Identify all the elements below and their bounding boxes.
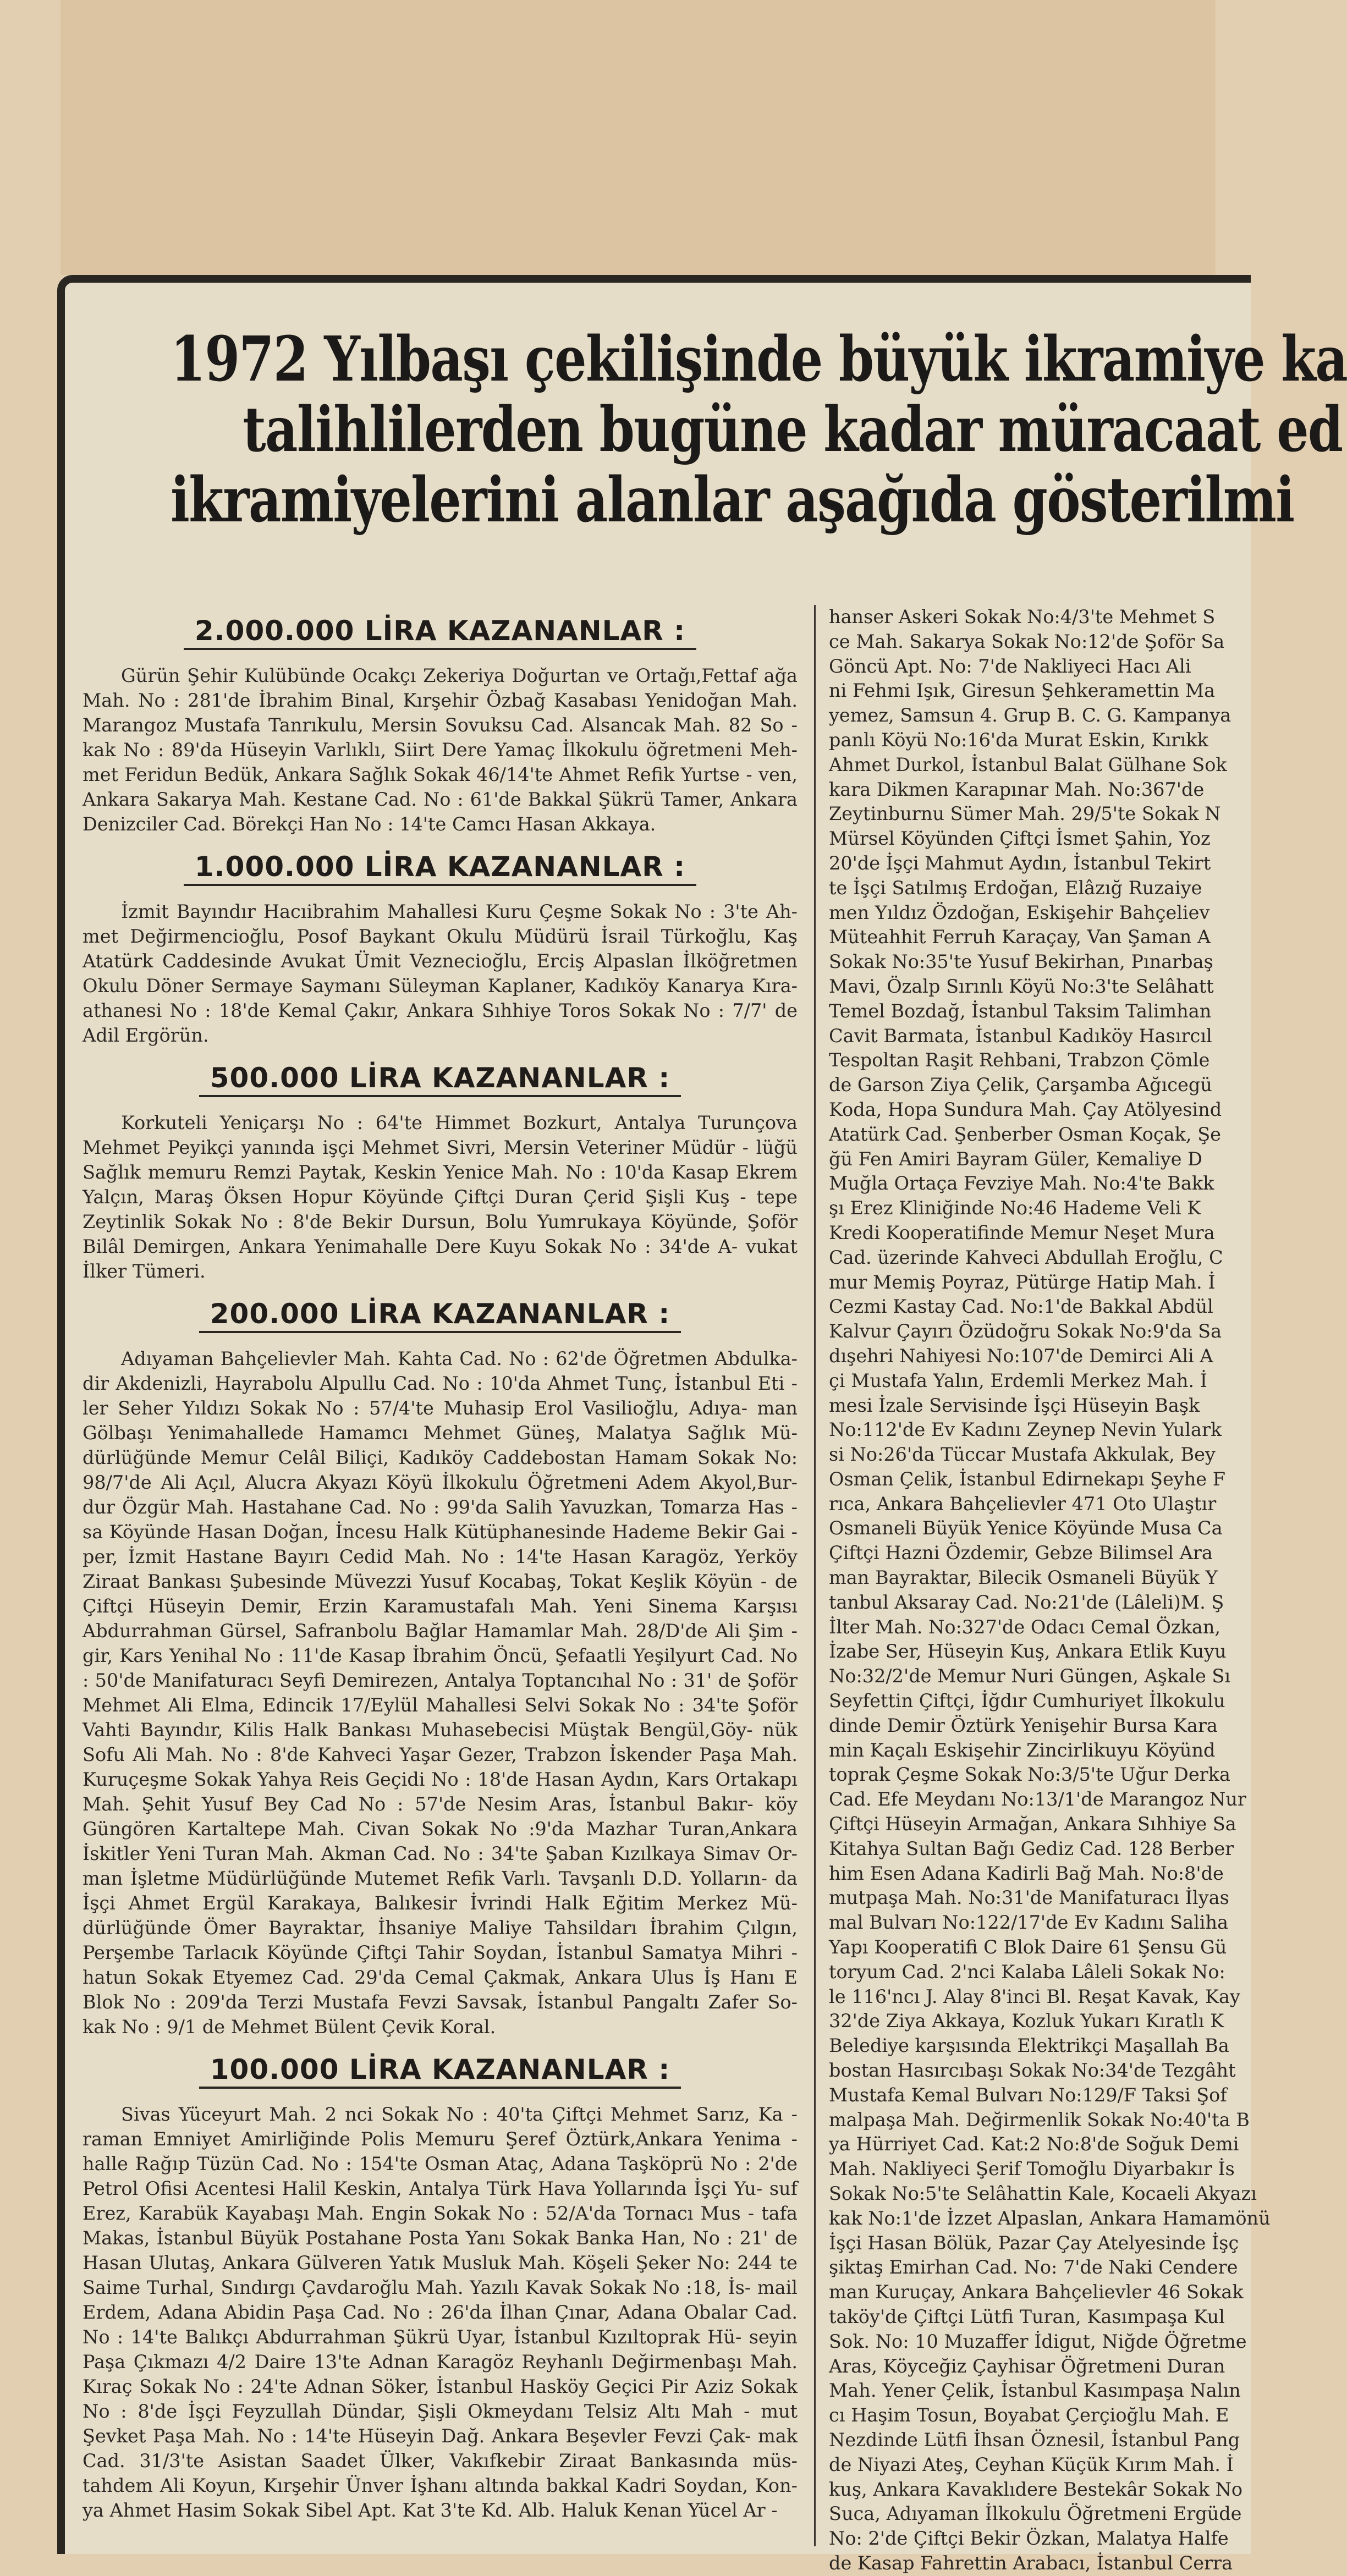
section-2000000 [83, 615, 798, 836]
section-text: İzmit Bayındır Hacıibrahim Mahallesi Kuru Çeşme Sokak No : 3'te Ah- met Değirmencioğlu, Posof Baykant Okulu Müdürü İsrail Türkoğlu, Kaş Atatürk Caddesinde Avukat Ümit Veznecioğlu, Erciş Alpaslan İlköğretmen Okulu Döner Sermaye Saymanı Süleyman Kaplaner, Kadıköy Kanarya Kıra- athanesi No : 18'de Kemal Çakır, Ankara Sıhhiye Toros Sokak No : 7/7' de Adil Ergörün. [83, 901, 798, 1046]
right-column-line: yemez, Samsun 4. Grup B. C. G. Kampanya [829, 704, 1231, 726]
right-column-line: de Garson Ziya Çelik, Çarşamba Ağıcegü [829, 1074, 1212, 1096]
right-column-line: İlter Mah. No:327'de Odacı Cemal Özkan, [829, 1616, 1221, 1638]
right-column-line: te İşçi Satılmış Erdoğan, Elâzığ Ruzaiye [829, 877, 1202, 899]
right-column-line: le 116'ncı J. Alay 8'inci Bl. Reşat Kavak, Kay [829, 1985, 1240, 2007]
paper-background [61, 0, 1216, 275]
right-column-line: de Kasap Fahrettin Arabacı, İstanbul Cerra [829, 2552, 1233, 2574]
right-column-line: No: 2'de Çiftçi Bekir Özkan, Malatya Halfe [829, 2528, 1229, 2550]
right-column-line: Göncü Apt. No: 7'de Nakliyeci Hacı Ali [829, 655, 1191, 677]
right-column-line: Osman Çelik, İstanbul Edirnekapı Şeyhe F [829, 1468, 1226, 1490]
right-column-line: Çiftçi Hüseyin Armağan, Ankara Sıhhiye Sa [829, 1813, 1236, 1835]
section-heading: 500.000 LİRA KAZANANLAR : [199, 1062, 681, 1097]
headline-line-3: ikramiyelerini alanlar aşağıda gösterilmi [171, 464, 1294, 536]
right-column-line: 20'de İşçi Mahmut Aydın, İstanbul Tekirt [829, 852, 1211, 874]
right-column-line: mur Memiş Poyraz, Pütürge Hatip Mah. İ [829, 1271, 1216, 1293]
section-1000000 [83, 851, 798, 1048]
right-column-line: toprak Çeşme Sokak No:3/5'te Uğur Derka [829, 1764, 1230, 1786]
right-column-line: Cad. üzerinde Kahveci Abdullah Eroğlu, C [829, 1246, 1223, 1268]
section-text: Gürün Şehir Kulübünde Ocakçı Zekeriya Doğurtan ve Ortağı,Fettaf ağa Mah. No : 281'de İbrahim Binal, Kırşehir Özbağ Kasabası Yenidoğan Mah. Marangoz Mustafa Tanrıkulu, Mersin Sovuksu Cad. Alsancak Mah. 82 So - kak No : 89'da Hüseyin Varlıklı, Siirt Dere Yamaç İlkokulu öğretmeni Meh- met Feridun Bedük, Ankara Sağlık Sokak 46/14'te Ahmet Refik Yurtse - ven, Ankara Sakarya Mah. Kestane Cad. No : 61'de Bakkal Şükrü Tamer, Ankara Denizciler Cad. Börekçi Han No : 14'te Camcı Hasan Akkaya. [83, 665, 798, 835]
headline-line-2: talihlilerden bugüne kadar müracaat ed [243, 394, 1343, 466]
right-column-line: hanser Askeri Sokak No:4/3'te Mehmet S [829, 606, 1216, 628]
right-column-line: Ahmet Durkol, İstanbul Balat Gülhane Sok [829, 753, 1227, 775]
right-column-line: ce Mah. Sakarya Sokak No:12'de Şoför Sa [829, 630, 1225, 652]
right-column-line: Mah. Nakliyeci Şerif Tomoğlu Diyarbakır İs [829, 2158, 1235, 2180]
right-column-line: Kitahya Sultan Bağı Gediz Cad. 128 Berber [829, 1837, 1234, 1859]
right-column-line: Belediye karşısında Elektrikçi Maşallah Ba [829, 2035, 1229, 2057]
right-column-line: man Kuruçay, Ankara Bahçelievler 46 Sokak [829, 2281, 1244, 2303]
right-column-line: toryum Cad. 2'nci Kalaba Lâleli Sokak No: [829, 1961, 1225, 1983]
right-column-line: Suca, Adıyaman İlkokulu Öğretmeni Ergüde [829, 2503, 1242, 2525]
right-column-line: dışehri Nahiyesi No:107'de Demirci Ali A [829, 1345, 1213, 1367]
right-column-line: Kredi Kooperatifinde Memur Neşet Mura [829, 1221, 1215, 1243]
right-column-line: şı Erez Kliniğinde No:46 Hademe Veli K [829, 1197, 1201, 1219]
left-column [83, 605, 798, 2546]
right-column-line: ni Fehmi Işık, Giresun Şehkeramettin Ma [829, 680, 1216, 702]
right-column-line: men Yıldız Özdoğan, Eskişehir Bahçeliev [829, 901, 1210, 923]
right-column-line: him Esen Adana Kadirli Bağ Mah. No:8'de [829, 1862, 1224, 1884]
right-column-line: Sok. No: 10 Muzaffer İdigut, Niğde Öğretme [829, 2330, 1247, 2352]
right-column-line: Muğla Ortaça Fevziye Mah. No:4'te Bakk [829, 1173, 1214, 1195]
right-column [814, 605, 1271, 2574]
section-text: Korkuteli Yeniçarşı No : 64'te Himmet Bozkurt, Antalya Turunçova Mehmet Peyikçi yanında işçi Mehmet Sivri, Mersin Veteriner Müdür - lüğü Sağlık memuru Remzi Paytak, Keskin Yenice Mah. No : 10'da Kasap Ekrem Yalçın, Maraş Öksen Hopur Köyünde Çiftçi Duran Çerid Şişli Kuş - tepe Zeytinlik Sokak No : 8'de Bekir Dursun, Bolu Yumrukaya Köyünde, Şoför Bilâl Demirgen, Ankara Yenimahalle Dere Kuyu Sokak No : 34'de A- vukat İlker Tümeri. [83, 1112, 798, 1282]
right-column-line: çi Mustafa Yalın, Erdemli Merkez Mah. İ [829, 1369, 1207, 1391]
right-column-line: Sokak No:35'te Yusuf Bekirhan, Pınarbaş [829, 951, 1213, 973]
right-column-line: Mah. Yener Çelik, İstanbul Kasımpaşa Nalın [829, 2380, 1241, 2402]
section-heading: 2.000.000 LİRA KAZANANLAR : [184, 615, 696, 650]
section-heading: 100.000 LİRA KAZANANLAR : [199, 2054, 681, 2089]
right-column-line: şiktaş Emirhan Cad. No: 7'de Naki Cendere [829, 2256, 1238, 2278]
right-column-line: rıca, Ankara Bahçelievler 471 Oto Ulaştır [829, 1493, 1217, 1515]
right-column-line: mesi İzale Servisinde İşçi Hüseyin Başk [829, 1394, 1200, 1416]
right-column-line: Seyfettin Çiftçi, İğdır Cumhuriyet İlkokulu [829, 1690, 1225, 1712]
right-column-line: Koda, Hopa Sundura Mah. Çay Atölyesind [829, 1098, 1222, 1120]
right-column-line: Mürsel Köyünden Çiftçi İsmet Şahin, Yoz [829, 828, 1211, 850]
right-column-line: No:32/2'de Memur Nuri Güngen, Aşkale Sı [829, 1665, 1231, 1687]
right-column-line: min Kaçalı Eskişehir Zincirlikuyu Köyünd [829, 1739, 1216, 1761]
right-column-line: Mustafa Kemal Bulvarı No:129/F Taksi Şof [829, 2084, 1227, 2106]
right-column-line: ya Hürriyet Cad. Kat:2 No:8'de Soğuk Demi [829, 2133, 1239, 2155]
section-text: Adıyaman Bahçelievler Mah. Kahta Cad. No : 62'de Öğretmen Abdulka- dir Akdenizli, Hayrabolu Alpullu Cad. No : 10'da Ahmet Tunç, İstanbul Eti - ler Seher Yıldızı Sokak No : 57/4'te Muhasip Erol Vasilioğlu, Adıya- man Gölbaşı Yenimahallede Hamamcı Mehmet Güneş, Malatya Sağlık Mü- dürlüğünde Memur Celâl Biliçi, Kadıköy Caddebostan Hamam Sokak No: 98/7'de Ali Açıl, Alucra Akyazı Köyü İlkokulu Öğretmeni Adem Akyol,Bur- dur Özgür Mah. Hastahane Cad. No : 99'da Salih Yavuzkan, Tomarza Has - sa Köyünde Hasan Doğan, İncesu Halk Kütüphanesinde Hademe Bekir Gai - per, İzmit Hastane Bayırı Cedid Mah. No : 14'te Hasan Karagöz, Yerköy Ziraat Bankası Şubesinde Müvezzi Yusuf Kocabaş, Tokat Keşlik Köyün - de Çiftçi Hüseyin Demir, Erzin Karamustafalı Mah. Yeni Sinema Karşısı Abdurrahman Gürsel, Safranbolu Bağlar Hamamlar Mah. 28/D'de Ali Şim - gir, Kars Yenihal No : 11'de Kasap İbrahim Öncü, Şefaatli Yeşilyurt Cad. No : 50'de Manifaturacı Seyfi Demirezen, Antalya Toptancıhal No : 31' de Şoför Mehmet Ali Elma, Edincik 17/Eylül Mahallesi Selvi Sokak No : 34'te Şoför Vahti Bayındır, Kilis Halk Bankası Muhasebecisi Müştak Bengül,Göy- nük Sofu Ali Mah. No : 8'de Kahveci Yaşar Gezer, Trabzon İskender Paşa Mah. Kuruçeşme Sokak Yahya Reis Geçidi No : 18'de Hasan Aydın, Kars Ortakapı Mah. Şehit Yusuf Bey Cad No : 57'de Nesim Aras, İstanbul Bakır- köy Güngören Kartaltepe Mah. Civan Sokak No :9'da Mazhar Turan,Ankara İskitler Yeni Turan Mah. Akman Cad. No : 34'te Şaban Kızılkaya Simav Or- man İşletme Müdürlüğünde Mutemet Refik Varlı. Tavşanlı D.D. Yolların- da İşçi Ahmet Ergül Karakaya, Balıkesir İvrindi Halk Eğitim Merkez Mü- dürlüğünde Ömer Bayraktar, İhsaniye Maliye Tahsildarı İbrahim Çılgın, Perşembe Tarlacık Köyünde Çiftçi Tahir Soydan, İstanbul Samatya Mihri - hatun Sokak Etyemez Cad. 29'da Cemal Çakmak, Ankara Ulus İş Hanı E Blok No : 209'da Terzi Mustafa Fevzi Savsak, İstanbul Pangaltı Zafer So- kak No : 9/1 de Mehmet Bülent Çevik Koral. [83, 1348, 798, 2038]
right-column-line: panlı Köyü No:16'da Murat Eskin, Kırıkk [829, 729, 1208, 751]
right-column-line: Nezdinde Lütfi İhsan Öznesil, İstanbul Pang [829, 2429, 1240, 2451]
right-column-line: kara Dikmen Karapınar Mah. No:367'de [829, 778, 1205, 800]
right-column-line: Yapı Kooperatifi C Blok Daire 61 Şensu Gü [829, 1936, 1227, 1958]
right-column-line: de Niyazi Ateş, Ceyhan Küçük Kırım Mah. İ [829, 2453, 1234, 2475]
right-column-line: İşçi Hasan Bölük, Pazar Çay Atelyesinde İşç [829, 2232, 1239, 2254]
right-column-line: cı Haşim Tosun, Boyabat Çerçioğlu Mah. E [829, 2404, 1229, 2426]
right-column-line: Osmaneli Büyük Yenice Köyünde Musa Ca [829, 1517, 1223, 1539]
right-column-line: man Bayraktar, Bilecik Osmaneli Büyük Y [829, 1567, 1218, 1589]
right-column-line: Çiftçi Hazni Özdemir, Gebze Bilimsel Ara [829, 1542, 1213, 1564]
right-column-line: si No:26'da Tüccar Mustafa Akkulak, Bey [829, 1444, 1216, 1466]
right-column-line: Sokak No:5'te Selâhattin Kale, Kocaeli Akyazı [829, 2183, 1257, 2204]
section-100000 [83, 2054, 798, 2523]
right-column-line: dinde Demir Öztürk Yenişehir Bursa Kara [829, 1714, 1218, 1736]
right-column-line: mutpaşa Mah. No:31'de Manifaturacı İlyas [829, 1887, 1229, 1909]
right-column-line: No:112'de Ev Kadını Zeynep Nevin Yulark [829, 1419, 1222, 1441]
section-500000 [83, 1062, 798, 1284]
right-column-line: kak No:1'de İzzet Alpaslan, Ankara Hamamönü [829, 2207, 1271, 2229]
headline [171, 323, 1347, 536]
section-text: Sivas Yüceyurt Mah. 2 nci Sokak No : 40'ta Çiftçi Mehmet Sarız, Ka - raman Emniyet Amirliğinde Polis Memuru Şeref Öztürk,Ankara Yenima - halle Rağıp Tüzün Cad. No : 154'te Osman Ataç, Adana Taşköprü No : 2'de Petrol Ofisi Acentesi Halil Keskin, Antalya Türk Hava Yollarında İşçi Yu- suf Erez, Karabük Kayabaşı Mah. Engin Sokak No : 52/A'da Tornacı Mus - tafa Makas, İstanbul Büyük Postahane Posta Yanı Sokak Banka Han, No : 21' de Hasan Ulutaş, Ankara Gülveren Yatık Musluk Mah. Köşeli Şeker No: 244 te Saime Turhal, Sındırgı Çavdaroğlu Mah. Yazılı Kavak Sokak No :18, İs- mail Erdem, Adana Abidin Paşa Cad. No : 26'da İlhan Çınar, Adana Obalar Cad. No : 14'te Balıkçı Abdurrahman Şükrü Uyar, İstanbul Kızıltoprak Hü- seyin Paşa Çıkmazı 4/2 Daire 13'te Adnan Karagöz Reyhanlı Değirmenbaşı Mah. Kıraç Sokak No : 24'te Adnan Söker, İstanbul Hasköy Geçici Pir Aziz Sokak No : 8'de İşçi Feyzullah Dündar, Şişli Okmeydanı Telsiz Altı Mah - mut Şevket Paşa Mah. No : 14'te Hüseyin Dağ. Ankara Beşevler Fevzi Çak- mak Cad. 31/3'te Asistan Saadet Ülker, Vakıfkebir Ziraat Bankasında müs- tahdem Ali Koyun, Kırşehir Ünver İşhanı altında bakkal Kadri Soydan, Kon- ya Ahmet Hasim Sokak Sibel Apt. Kat 3'te Kd. Alb. Haluk Kenan Yücel Ar - [83, 2104, 798, 2521]
right-column-line: İzabe Ser, Hüseyin Kuş, Ankara Etlik Kuyu [829, 1641, 1227, 1663]
headline-line-1: 1972 Yılbaşı çekilişinde büyük ikramiye ka [171, 323, 1347, 395]
section-heading: 200.000 LİRA KAZANANLAR : [199, 1298, 681, 1333]
right-column-line: Kalvur Çayırı Özüdoğru Sokak No:9'da Sa [829, 1320, 1222, 1342]
section-heading: 1.000.000 LİRA KAZANANLAR : [184, 851, 696, 886]
right-column-line: tanbul Aksaray Cad. No:21'de (Lâleli)M. Ş [829, 1591, 1224, 1613]
section-200000 [83, 1298, 798, 2039]
right-column-line: Zeytinburnu Sümer Mah. 29/5'te Sokak N [829, 803, 1221, 825]
right-column-line: Atatürk Cad. Şenberber Osman Koçak, Şe [829, 1123, 1221, 1145]
right-column-line: 32'de Ziya Akkaya, Kozluk Yukarı Kıratlı K [829, 2010, 1224, 2032]
right-column-line: malpaşa Mah. Değirmenlik Sokak No:40'ta B [829, 2109, 1250, 2131]
right-column-line: Cad. Efe Meydanı No:13/1'de Marangoz Nur [829, 1788, 1246, 1810]
right-column-line: Müteahhit Ferruh Karaçay, Van Şaman A [829, 926, 1211, 948]
right-column-line: taköy'de Çiftçi Lütfi Turan, Kasımpaşa Kul [829, 2305, 1225, 2327]
right-column-line: Aras, Köyceğiz Çayhisar Öğretmeni Duran [829, 2355, 1225, 2377]
right-column-line: ğü Fen Amiri Bayram Güler, Kemaliye D [829, 1148, 1202, 1170]
right-column-line: kuş, Ankara Kavaklıdere Bestekâr Sokak No [829, 2478, 1243, 2500]
right-column-line: bostan Hasırcıbaşı Sokak No:34'de Tezgâht [829, 2060, 1236, 2082]
right-column-line: Tespoltan Raşit Rehbani, Trabzon Çömle [829, 1049, 1210, 1071]
right-column-line: Temel Bozdağ, İstanbul Taksim Talimhan [829, 1000, 1212, 1022]
right-column-line: Cavit Barmata, İstanbul Kadıköy Hasırcıl [829, 1025, 1212, 1047]
right-column-line: Mavi, Özalp Sırınlı Köyü No:3'te Selâhatt [829, 975, 1214, 997]
right-column-line: mal Bulvarı No:122/17'de Ev Kadını Saliha [829, 1912, 1229, 1934]
right-column-line: Cezmi Kastay Cad. No:1'de Bakkal Abdül [829, 1296, 1213, 1318]
